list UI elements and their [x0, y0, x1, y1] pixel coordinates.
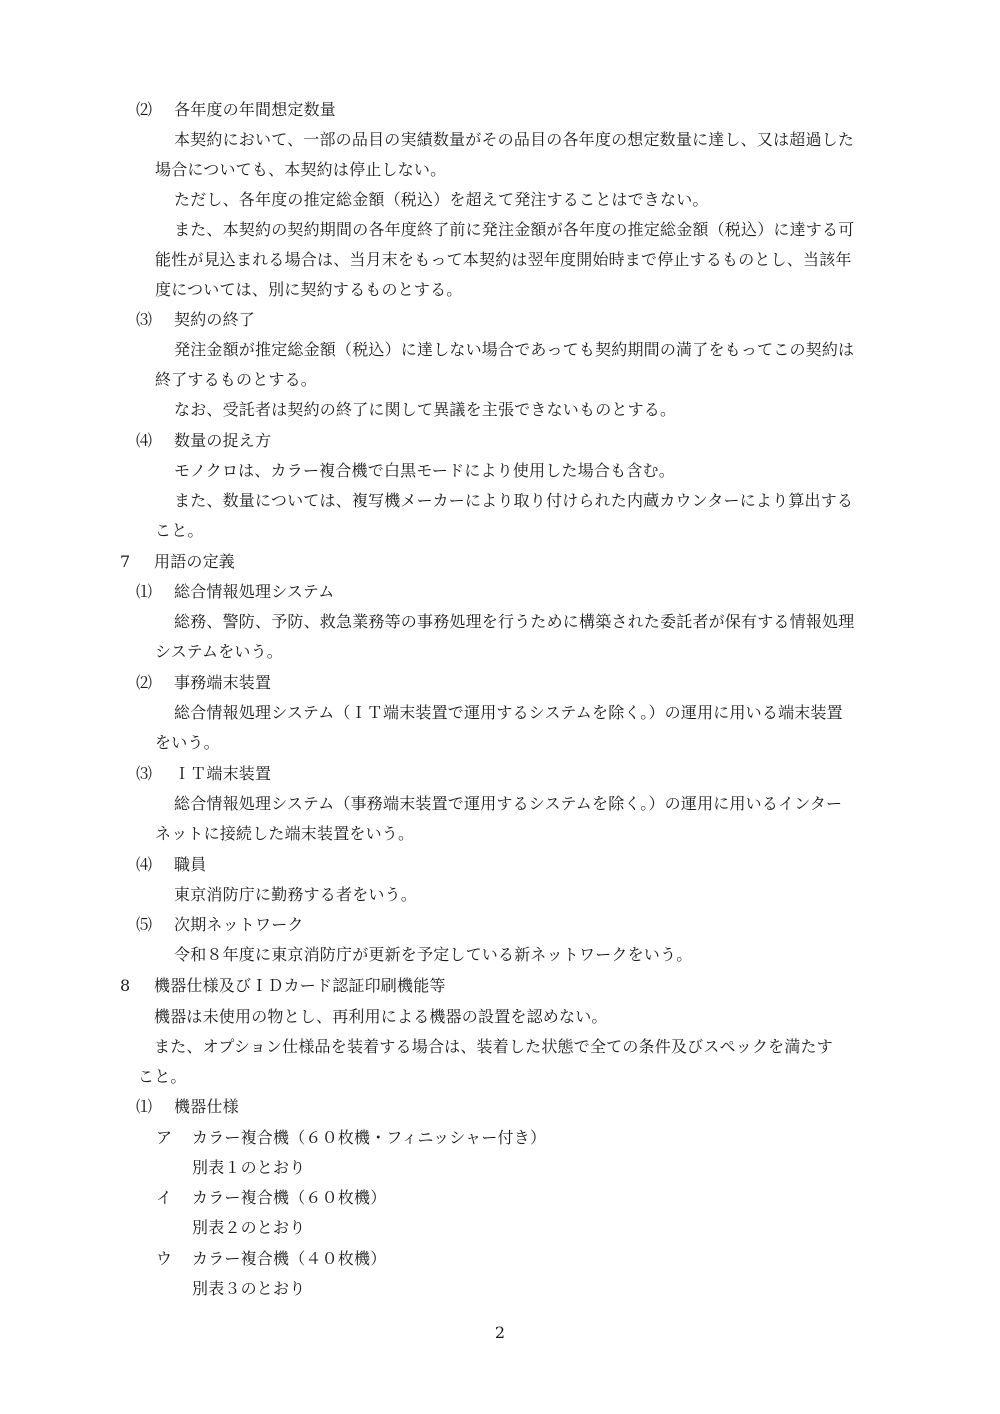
paragraph-line: モノクロは、カラー複合機で白黒モードにより使用した場合も含む。 — [174, 461, 675, 480]
section-title: 用語の定義 — [154, 552, 236, 571]
paragraph-line: 度については、別に契約するものとする。 — [155, 280, 463, 299]
paragraph-line: 終了するものとする。 — [155, 370, 318, 389]
paragraph-line: なお、受託者は契約の終了に関して異議を主張できないものとする。 — [174, 400, 677, 419]
item-title: 職員 — [174, 855, 207, 874]
paragraph-line: 令和８年度に東京消防庁が更新を予定している新ネットワークをいう。 — [174, 945, 693, 964]
section-heading — [120, 976, 446, 996]
paragraph-line: こと。 — [138, 1067, 187, 1086]
paragraph-line: 発注金額が推定総金額（税込）に達しない場合であっても契約期間の満了をもってこの契約は — [174, 340, 855, 359]
item-title: 数量の捉え方 — [174, 431, 272, 450]
paragraph-line: 総合情報処理システム（ＩＴ端末装置で運用するシステムを除く。）の運用に用いる端末装置 — [174, 703, 843, 722]
item-heading — [136, 1097, 239, 1117]
entry-reference: 別表２のとおり — [192, 1218, 306, 1237]
paragraph-line: 能性が見込まれる場合は、当月末をもって本契約は翌年度開始時まで停止するものとし、当該年 — [155, 250, 852, 269]
item-number: ⑷ — [136, 431, 153, 450]
item-number: ⑴ — [136, 1097, 153, 1116]
paragraph-line: をいう。 — [155, 733, 220, 752]
paragraph-line: 機器は未使用の物とし、再利用による機器の設置を認めない。 — [154, 1007, 608, 1026]
paragraph-line: システムをいう。 — [155, 642, 284, 661]
item-heading — [136, 855, 206, 875]
paragraph-line: また、オプション仕様品を装着する場合は、装着した状態で全ての条件及びスペックを満たす — [154, 1037, 833, 1056]
section-heading — [120, 552, 235, 572]
item-heading — [136, 582, 334, 602]
entry-name: カラー複合機（６０枚機・フィニッシャー付き） — [192, 1128, 547, 1147]
section-number: 8 — [120, 976, 131, 995]
paragraph-line: 東京消防庁に勤務する者をいう。 — [174, 885, 418, 904]
item-number: ⑸ — [136, 915, 153, 934]
paragraph-line: また、数量については、複写機メーカーにより取り付けられた内蔵カウンターにより算出する — [174, 491, 854, 510]
item-number: ⑵ — [136, 100, 153, 119]
paragraph-line: ネットに接続した端末装置をいう。 — [155, 824, 415, 843]
paragraph-line: また、本契約の契約期間の各年度終了前に発注金額が各年度の推定総金額（税込）に達する可 — [174, 220, 855, 239]
entry-marker: ウ — [156, 1249, 173, 1268]
entry-marker: イ — [156, 1188, 173, 1207]
spec-entry — [156, 1188, 386, 1208]
item-heading — [136, 915, 304, 935]
paragraph-line: 総務、警防、予防、救急業務等の事務処理を行うために構築された委託者が保有する情報処理 — [174, 612, 855, 631]
section-title: 機器仕様及びＩＤカード認証印刷機能等 — [154, 976, 446, 995]
paragraph-line: 場合についても、本契約は停止しない。 — [155, 160, 447, 179]
paragraph-line: こと。 — [155, 521, 204, 540]
entry-name: カラー複合機（４０枚機） — [192, 1249, 387, 1268]
entry-marker: ア — [156, 1128, 173, 1147]
item-heading — [136, 764, 271, 784]
spec-entry — [156, 1128, 546, 1148]
item-number: ⑶ — [136, 310, 153, 329]
item-title: 契約の終了 — [174, 310, 256, 329]
item-number: ⑶ — [136, 764, 153, 783]
item-number: ⑵ — [136, 673, 153, 692]
item-heading — [136, 673, 271, 693]
item-title: ＩＴ端末装置 — [174, 764, 272, 783]
item-heading — [136, 310, 255, 330]
entry-reference: 別表１のとおり — [192, 1158, 306, 1177]
item-title: 事務端末装置 — [174, 673, 272, 692]
item-heading — [136, 100, 336, 120]
page-number: 2 — [494, 1323, 506, 1342]
section-number: 7 — [120, 552, 131, 571]
spec-entry — [156, 1249, 386, 1269]
paragraph-line: 本契約において、一部の品目の実績数量がその品目の各年度の想定数量に達し、又は超過した — [174, 130, 855, 149]
item-title: 次期ネットワーク — [174, 915, 304, 934]
item-title: 各年度の年間想定数量 — [174, 100, 337, 119]
item-number: ⑴ — [136, 582, 153, 601]
item-heading — [136, 431, 271, 451]
entry-reference: 別表３のとおり — [192, 1279, 306, 1298]
item-title: 総合情報処理システム — [174, 582, 335, 601]
paragraph-line: 総合情報処理システム（事務端末装置で運用するシステムを除く。）の運用に用いるインター — [174, 794, 843, 813]
item-number: ⑷ — [136, 855, 153, 874]
paragraph-line: ただし、各年度の推定総金額（税込）を超えて発注することはできない。 — [174, 190, 709, 209]
entry-name: カラー複合機（６０枚機） — [192, 1188, 387, 1207]
item-title: 機器仕様 — [174, 1097, 239, 1116]
